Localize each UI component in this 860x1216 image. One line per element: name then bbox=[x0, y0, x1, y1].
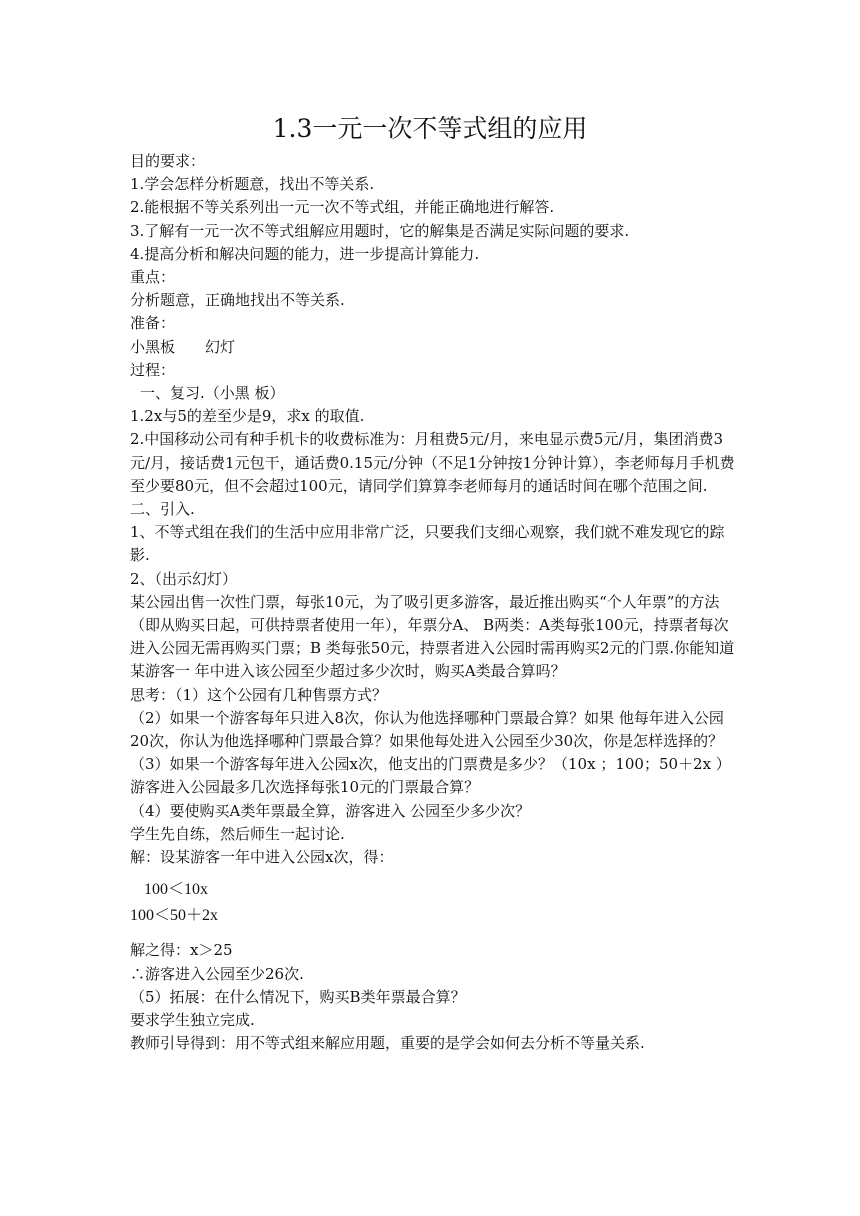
review-question-2: 2.中国移动公司有种手机卡的收费标准为：月租费5元/月，来电显示费5元/月，集团消费3元/月，接话费1元包干，通话费0.15元/分钟（不足1分钟按1分钟计算），李老师每月手机费至少要80元，但不会超过100元，请同学们算算李老师每月的通话时间在哪个范围之间. bbox=[130, 430, 735, 495]
section-introduction: 二、引入. bbox=[130, 500, 195, 519]
preparation-text: 小黑板 幻灯 bbox=[130, 337, 236, 356]
intro-paragraph-1: 1、不等式组在我们的生活中应用非常广泛，只要我们支细心观察，我们就不难发现它的踪影. bbox=[130, 523, 725, 565]
objective-3: 3.了解有一元一次不等式组解应用题时，它的解集是否满足实际问题的要求. bbox=[130, 221, 630, 240]
solution-result: 解之得：x＞25 bbox=[130, 941, 233, 960]
review-question-1: 1.2x与5的差至少是9，求x 的取值. bbox=[130, 407, 365, 426]
heading-key-point: 重点： bbox=[130, 268, 176, 287]
think-question-2: （2）如果一个游客每年只进入8次，你认为他选择哪种门票最合算？如果 他每年进入公园20次，你认为他选择哪种门票最合算？如果他每处进入公园至少30次，你是怎样选择的？ bbox=[130, 708, 724, 751]
document-body bbox=[130, 150, 735, 1055]
inequality-2: 100＜50＋2x bbox=[130, 907, 219, 925]
section-review: 一、复习.（小黑 板） bbox=[140, 384, 285, 403]
objective-1: 1.学会怎样分析题意，找出不等关系. bbox=[130, 175, 375, 194]
independent-task: 要求学生独立完成. bbox=[130, 1010, 255, 1029]
objective-2: 2.能根据不等关系列出一元一次不等式组，并能正确地进行解答. bbox=[130, 198, 555, 217]
think-question-3: （3）如果一个游客每年进入公园x次，他支出的门票费是多少？（10x ；100；50＋2x ） 游客进入公园最多几次选择每张10元的门票最合算？ bbox=[130, 755, 731, 797]
solution-setup: 解：设某游客一年中进入公园x次，得： bbox=[130, 848, 394, 867]
inequality-1: 100＜10x bbox=[144, 881, 209, 899]
objective-4: 4.提高分析和解决问题的能力，进一步提高计算能力. bbox=[130, 244, 480, 263]
document-title: 1.3一元一次不等式组的应用 bbox=[272, 114, 588, 143]
heading-preparation: 准备： bbox=[130, 314, 176, 333]
heading-process: 过程： bbox=[130, 360, 176, 379]
conclusion: ∴游客进入公园至少26次. bbox=[130, 964, 304, 983]
heading-objectives: 目的要求： bbox=[130, 152, 206, 170]
think-question-4: （4）要使购买A类年票最全算，游客进入 公园至少多少次？ bbox=[130, 801, 531, 820]
teacher-summary: 教师引导得到：用不等式组来解应用题，重要的是学会如何去分析不等量关系. bbox=[130, 1034, 645, 1053]
intro-paragraph-2-heading: 2、（出示幻灯） bbox=[130, 569, 238, 588]
discussion-note: 学生先自练，然后师生一起讨论. bbox=[130, 824, 345, 843]
extension-question: （5）拓展：在什么情况下，购买B类年票最合算？ bbox=[130, 987, 466, 1006]
think-question-1: 思考：（1）这个公园有几种售票方式？ bbox=[130, 685, 388, 704]
key-point-text: 分析题意，正确地找出不等关系. bbox=[130, 291, 345, 310]
park-ticket-problem: 某公园出售一次性门票，每张10元，为了吸引更多游客，最近推出购买“个人年票”的方法（即从购买日起，可供持票者使用一年），年票分A、 B两类：A类每张100元，持票者每次进入公园无需再购买门票；B 类每张50元，持票者进入公园时需再购买2元的门票.你能知道某游客一 年中进入该公园至少超过多少次时，购买A类最合算吗？ bbox=[130, 592, 735, 681]
